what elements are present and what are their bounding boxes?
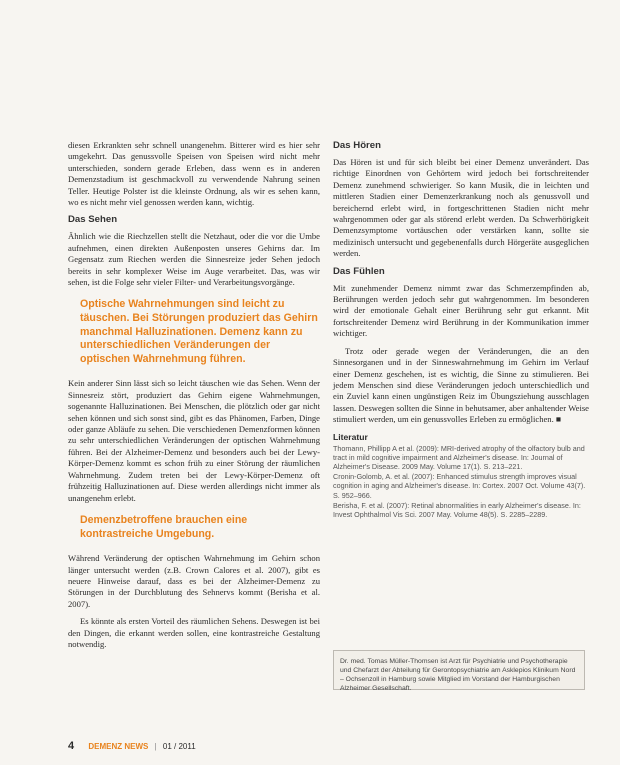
- pull-quote: Demenzbetroffene brauchen eine kontrastreiche Umgebung.: [80, 513, 248, 540]
- paragraph: Es könnte als ersten Vorteil des räumlichen Sehens. Deswegen ist bei den Dingen, die erkannt werden sollen, eine kontrastreiche Gestaltung notwendig.: [68, 616, 320, 649]
- section-heading-hoeren: Das Hören: [333, 140, 381, 151]
- literature-list: [333, 444, 589, 520]
- literature-entry: Berisha, F. et al. (2007): Retinal abnormalities in early Alzheimer's disease. In: Invest Ophthalmol Vis Sci. 2007 May. Volume 48(5). S. 2285–2289.: [333, 500, 581, 519]
- paragraph: Das Hören ist und für sich bleibt bei einer Demenz unverändert. Das richtige Einordnen von Gehörtem wird jedoch bei fortschreitender Demenz zunehmend schwieriger. So kann Musik, die in leichten und mittleren Stadien einer Demenzerkrankung noch als genussvoll und bereichernd erlebt wird, in fortgeschrittenen Stadien nicht mehr wahrgenommen oder gar als störend erlebt werden. Da Schwerhörigkeit Demenzsymptome vortäuschen oder verstärken kann, sollte sie medizinisch untersucht und gegebenenfalls durch Hörgeräte ausgeglichen werden.: [333, 157, 589, 259]
- section-heading-fuehlen: Das Fühlen: [333, 265, 385, 277]
- paragraph: Mit zunehmender Demenz nimmt zwar das Schmerzempfinden ab, Berührungen werden jedoch sehr gut wahrgenommen. Im besonderen wird der emotionale Gehalt einer Berührung sehr gut erkannt. Mit fortschreitender Demenz wird Berührung in der Kommunikation immer wichtiger.: [333, 282, 589, 339]
- paragraph-text: Trotz oder gerade wegen der Veränderungen, die an den Sinnesorganen und in der Sinneswahrnehmung im Gehirn im Verlauf einer Demenz geschehen, ist es wichtig, die Sinne zu stimulieren. Bei jedem Menschen sind diese Veränderungen jedoch unterschiedlich und ein Zuviel kann einen ungünstigen Reiz im Übungsziehung ausschlagen lassen. Deswegen sollten die Sinne in behutsamer, aber anhaltender Weise stimuliert werden, um ein genussvolles Erleben zu ermöglichen.: [333, 345, 589, 425]
- literature-entry: Thomann, Phillipp A et al. (2009): MRI-derived atrophy of the olfactory bulb and tract in mild cognitive impairment and Alzheimer's disease. In: Journal of Alzheimer's Disease. 2009 May. Volume 17(1). S. 213–221.: [333, 443, 585, 471]
- right-column: [333, 140, 589, 520]
- page-number: 4: [68, 740, 75, 752]
- literature-entry: Cronin-Golomb, A. et al. (2007): Enhanced stimulus strength improves visual cognition in aging and Alzheimer's disease. In: Cortex. 2007 Oct. Volume 43(7). S. 952–966.: [333, 472, 586, 500]
- left-column: [68, 140, 320, 656]
- paragraph: Ähnlich wie die Riechzellen stellt die Netzhaut, oder die vor die Umbe aufnehmen, einen direkten Außenposten unseres Gehirns dar. Im Gegensatz zum Riechen werden die Sinnesreize jeder Sehen jedoch bereits in sehr komplexer Weise im Auge verarbeitet. Das, was wir sehen, ist die Folge sehr vieler Filter- und Verarbeitungsvorgänge.: [68, 231, 320, 288]
- paragraph: Während Veränderung der optischen Wahrnehmung im Gehirn schon länger untersucht werden (z.B. Crown Calores et al. 2007), gibt es neuere Hinweise darauf, dass es bei der Alzheimer-Demenz zu Störungen in der Durchblutung des Sehnervs kommt (Berisha et al. 2007).: [68, 553, 320, 609]
- page-footer: [68, 740, 196, 752]
- section-heading-sehen: Das Sehen: [68, 214, 118, 226]
- pull-quote: Optische Wahrnehmungen sind leicht zu täuschen. Bei Störungen produziert das Gehirn manchmal Halluzinationen. Demenz kann zu unterschiedlichen Veränderungen der optischen Wahrnehmung führen.: [80, 298, 318, 365]
- literature-heading: Literatur: [333, 431, 368, 442]
- issue-number: 01 / 2011: [162, 742, 196, 751]
- paragraph: diesen Erkrankten sehr schnell unangenehm. Bitterer wird es hier sehr umgekehrt. Das genussvolle Speisen von Speisen wird nicht mehr unterschieden, sondern gerade Erleben, dass wenn es in anderen Demenzstadium ist geschmackvoll zu verwendende Nahrung seinen Teller. Heutige Polster ist die kleinste Ordnung, als wir es sehen kann, wo es nicht mehr viel genossen werden kann, wichtig.: [68, 140, 320, 208]
- author-infobox: Dr. med. Tomas Müller-Thomsen ist Arzt für Psychiatrie und Psychotherapie und Chefarzt der Abteilung für Gerontopsychiatrie am Asklepios Klinikum Nord – Ochsenzoll in Hamburg sowie Mitglied im Vorstand der Hamburgischen Alzheimer Gesellschaft.: [333, 650, 585, 690]
- magazine-name: DEMENZ NEWS: [88, 742, 149, 751]
- paragraph: Kein anderer Sinn lässt sich so leicht täuschen wie das Sehen. Wenn der Sinnesreiz stört, produziert das Gehirn eigene Wahrnehmungen, sogenannte Halluzinationen. Bei Menschen, die plötzlich oder gar nicht sehen können und sich sonst sind, gibt es das Phänomen, Farben, Dinge oder ganze Abläufe zu sehen. Die verschiedenen Demenzformen können zu sehr unterschiedlichen Veränderungen der optischen Wahrnehmung führen. Bei der Alzheimer-Demenz und besonders auch bei der Lewy-Körper-Demenz kommt es schon früh zu einer Störung der räumlichen Wahrnehmung. Zudem treten bei der Lewy-Körper-Demenz oft frühzeitig Halluzinationen auf. Diese werden allerdings nicht immer als unangenehm erlebt.: [68, 378, 320, 503]
- end-mark: ■: [555, 414, 562, 425]
- paragraph: [333, 346, 589, 426]
- footer-separator: |: [154, 742, 157, 751]
